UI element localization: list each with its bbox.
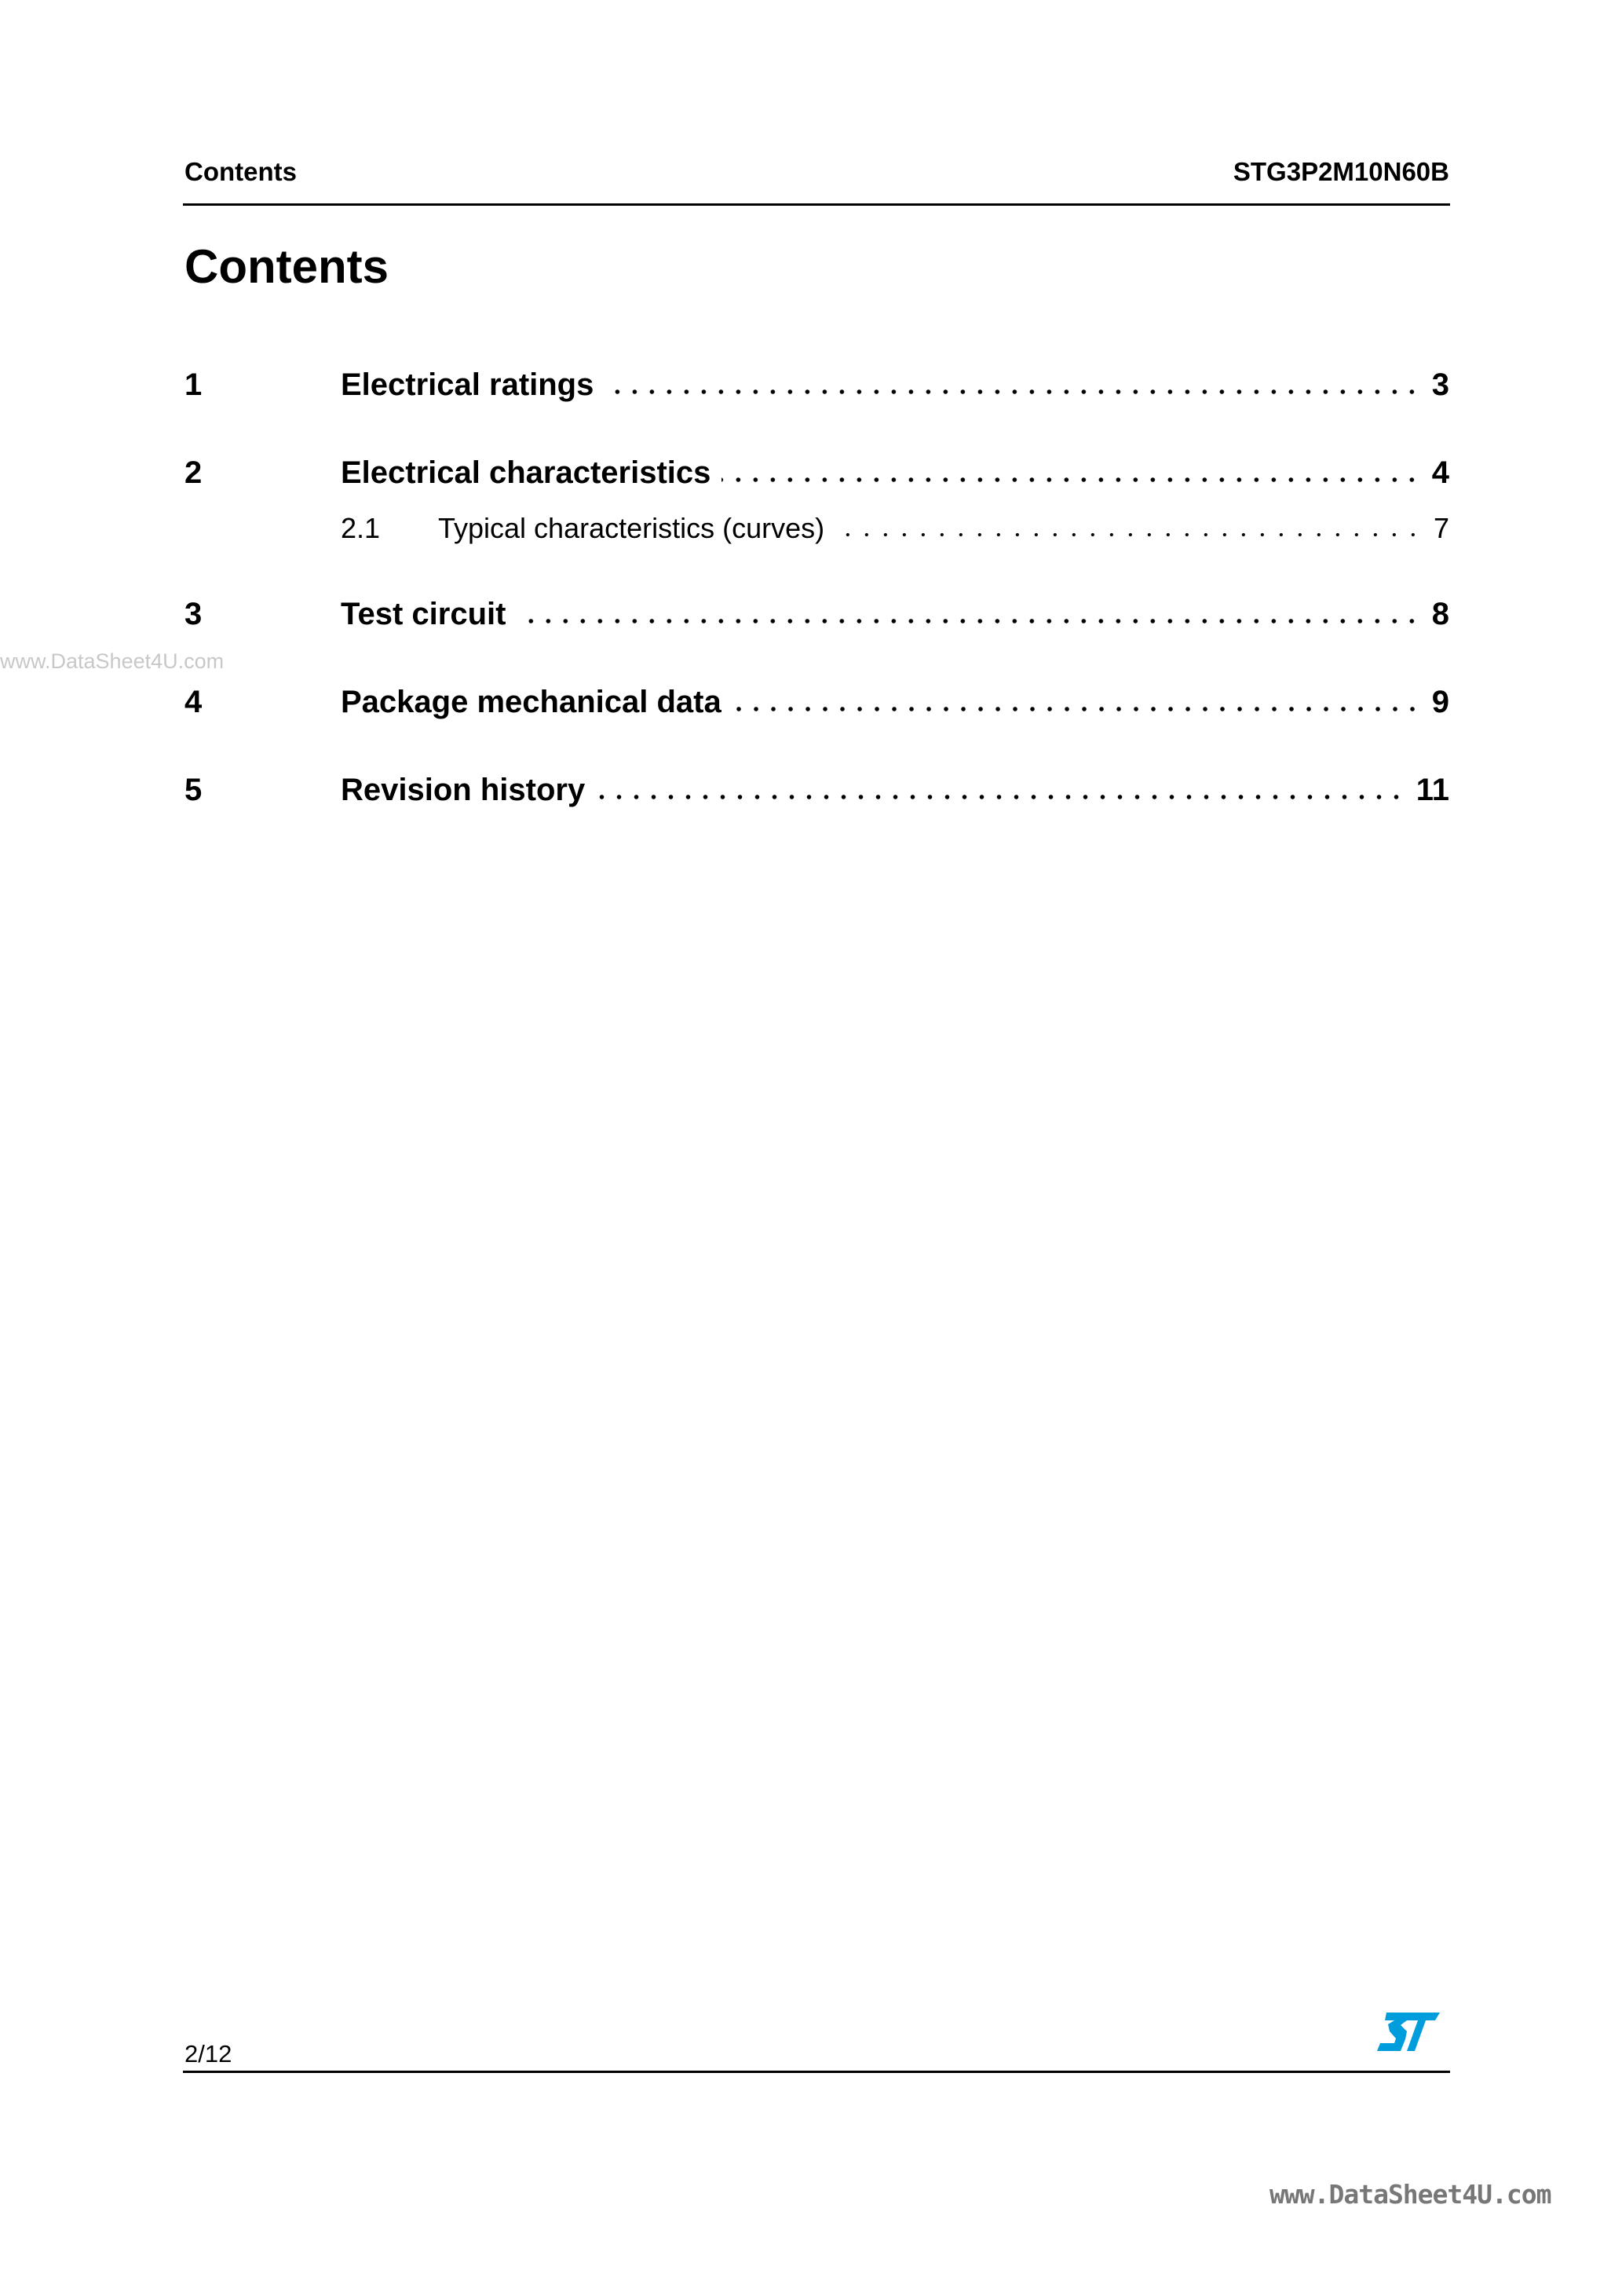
toc-page[interactable]: 3	[1431, 367, 1449, 402]
dot-leader	[835, 532, 1423, 538]
dot-leader	[605, 389, 1420, 395]
toc-title[interactable]: Typical characteristics (curves)	[438, 512, 825, 544]
toc-number: 2	[184, 455, 203, 490]
dot-leader	[732, 706, 1421, 712]
toc-title[interactable]: Revision history	[341, 773, 586, 807]
st-logo-icon	[1377, 2013, 1440, 2052]
toc-title[interactable]: Electrical ratings	[341, 367, 594, 402]
header-section: Contents	[184, 157, 297, 186]
toc-number: 1	[184, 367, 203, 402]
toc-entry[interactable]	[184, 773, 1449, 808]
toc-entry[interactable]	[184, 367, 1449, 403]
toc-page[interactable]: 7	[1433, 512, 1449, 544]
footer-rule	[183, 2071, 1450, 2073]
toc-number: 4	[184, 685, 203, 719]
toc-entry[interactable]	[184, 455, 1449, 491]
dot-leader	[721, 477, 1420, 483]
page-number: 2/12	[184, 2040, 232, 2067]
toc-number: 5	[184, 773, 203, 807]
toc-title[interactable]: Electrical characteristics	[341, 455, 711, 490]
dot-leader	[596, 794, 1405, 800]
toc-entry[interactable]	[184, 597, 1449, 632]
header-rule	[183, 203, 1450, 206]
toc-subentry[interactable]	[184, 512, 1449, 545]
toc-page[interactable]: 11	[1416, 773, 1449, 807]
toc-entry[interactable]	[184, 685, 1449, 720]
page-header	[184, 157, 1449, 187]
toc-title[interactable]: Test circuit	[341, 597, 506, 631]
toc-title[interactable]: Package mechanical data	[341, 685, 721, 719]
page-title: Contents	[184, 240, 389, 293]
toc-page[interactable]: 8	[1431, 597, 1449, 631]
watermark-left: www.DataSheet4U.com	[0, 649, 225, 673]
toc-number: 3	[184, 597, 203, 631]
toc-page[interactable]: 9	[1431, 685, 1449, 719]
watermark-bottom: www.DataSheet4U.com	[1269, 2179, 1551, 2210]
header-part-number: STG3P2M10N60B	[1233, 157, 1449, 186]
dot-leader	[517, 618, 1420, 624]
toc-page[interactable]: 4	[1431, 455, 1449, 490]
toc-number: 2.1	[341, 512, 381, 544]
